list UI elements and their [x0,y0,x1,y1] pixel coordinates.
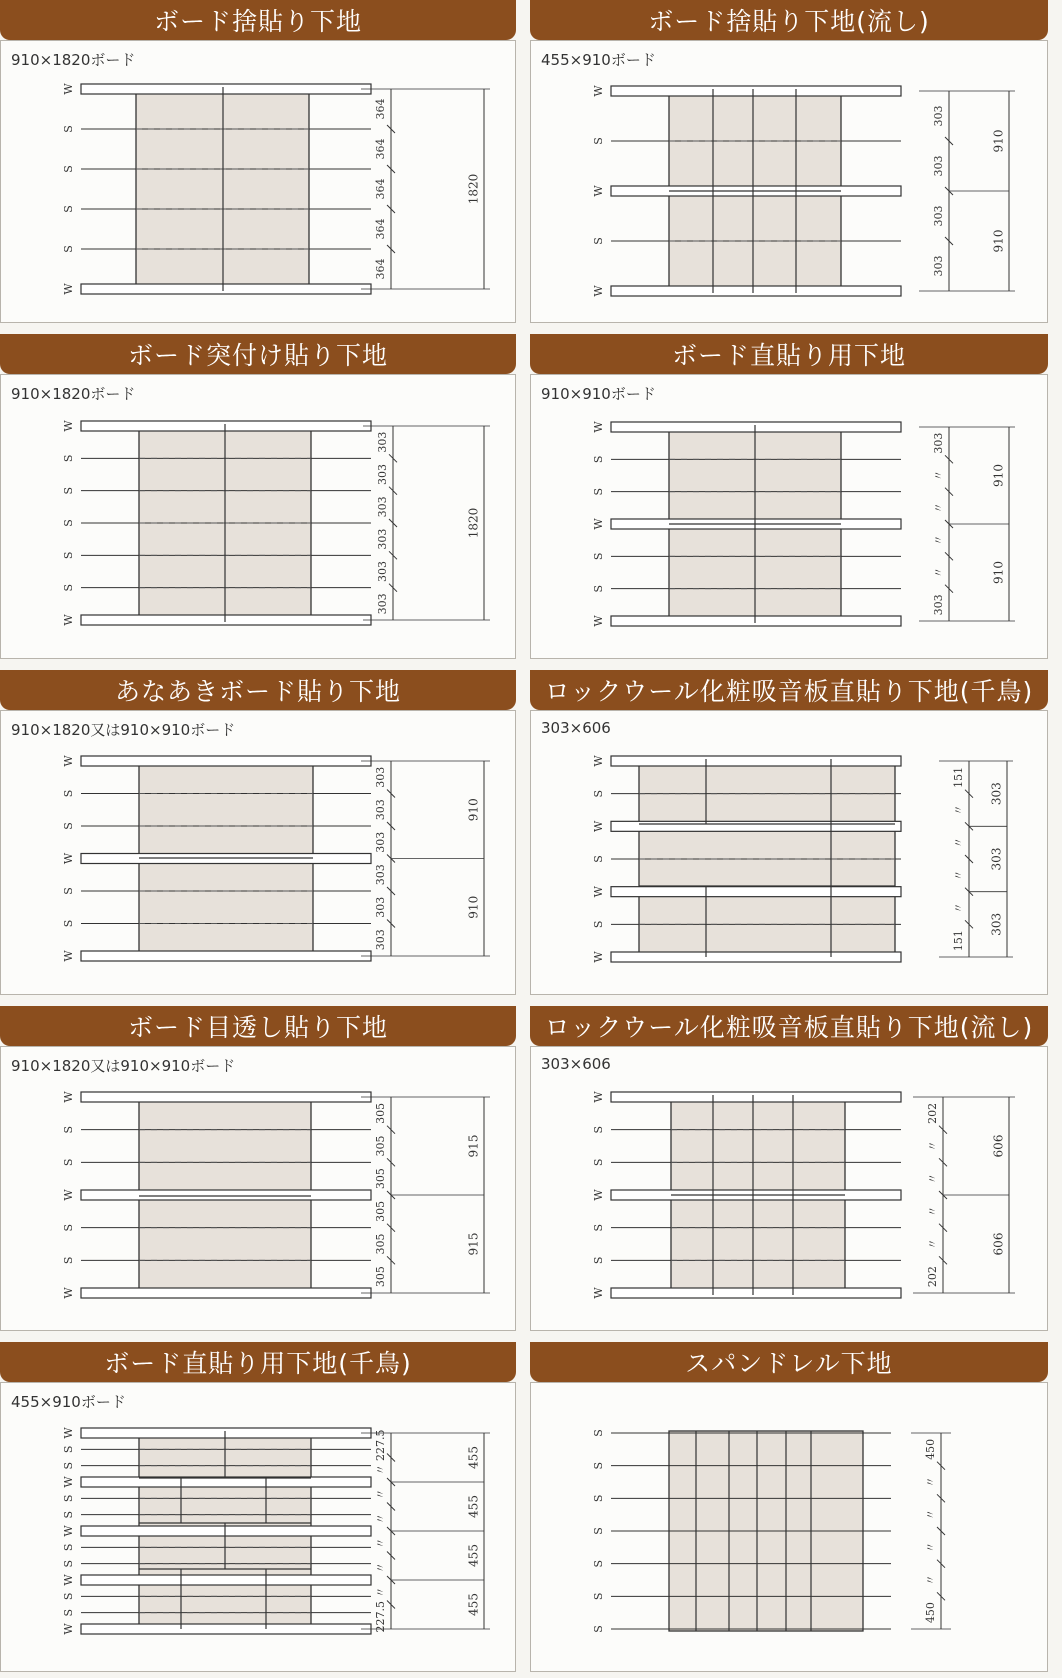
dimension-label: 303 [932,105,945,127]
panel-title: ボード目透し貼り下地 [0,1006,516,1046]
panel-body [530,40,1048,323]
stud-label-w: W [62,1427,75,1439]
total-dimension-label: 455 [466,1495,481,1518]
stud-label-s: S [592,1559,605,1568]
dimension-label: 364 [374,218,387,240]
total-dimension-label: 303 [989,782,1004,806]
panel-title: スパンドレル下地 [530,1342,1048,1382]
panel-title: ボード捨貼り下地 [0,0,516,40]
stud-label-s: S [62,1608,75,1617]
stud-label-s: S [592,1125,605,1134]
board-size: 910×1820ボード [11,385,136,403]
dimension-label: 303 [932,205,945,227]
stud-label-w: W [62,1574,75,1586]
stud-label-w: W [62,950,75,962]
wide-stud [611,952,901,962]
stud-label-s: S [62,486,75,495]
stud-label-s: S [62,1592,75,1601]
stud-label-w: W [592,185,605,197]
panel-title: あなあきボード貼り下地 [0,670,516,710]
dimension-label: 303 [376,561,389,582]
stud-label-w: W [592,951,605,963]
total-dimension-label: 910 [466,895,481,919]
total-dimension-label: 910 [991,129,1006,153]
framing-diagram [531,375,1049,660]
stud-label-w: W [62,283,75,295]
stud-label-s: S [62,1494,75,1503]
stud-label-s: S [62,1158,75,1167]
wide-stud [81,1526,371,1536]
panel-body [530,710,1048,995]
stud-label-w: W [592,886,605,898]
stud-label-w: W [592,615,605,627]
dimension-label: 303 [374,766,387,788]
stud-label-s: S [62,1543,75,1552]
wide-stud [81,421,371,431]
panel-6 [530,670,1048,995]
stud-label-w: W [592,1287,605,1299]
stud-label-w: W [62,83,75,95]
dimension-label: 〃 [952,837,965,849]
wide-stud [81,615,371,625]
wide-stud [81,756,371,766]
dimension-label: 364 [374,98,387,120]
framing-diagram [1,1383,517,1673]
stud-label-s: S [62,1510,75,1519]
dimension-label: 〃 [374,1586,387,1598]
dimension-label: 〃 [926,1173,939,1185]
stud-label-w: W [592,85,605,97]
dimension-label: 〃 [926,1238,939,1250]
stud-label-w: W [62,1525,75,1537]
dimension-label: 〃 [926,1205,939,1217]
dimension-label: 303 [932,594,945,616]
dimension-label: 〃 [926,1140,939,1152]
panel-title: ロックウール化粧吸音板直貼り下地(流し) [530,1006,1048,1046]
dimension-label: 450 [924,1602,937,1624]
stud-label-w: W [592,285,605,297]
stud-label-w: W [62,1091,75,1103]
stud-label-w: W [592,755,605,767]
board-size: 910×1820又は910×910ボード [11,721,236,739]
panel-title: ロックウール化粧吸音板直貼り下地(千鳥) [530,670,1048,710]
dimension-label: 〃 [374,1464,387,1476]
total-dimension-label: 455 [466,1544,481,1567]
dimension-label: 303 [374,896,387,918]
stud-label-s: S [592,789,605,798]
panel-title: ボード捨貼り下地(流し) [530,0,1048,40]
dimension-label: 303 [376,431,389,453]
dimension-label: 〃 [952,902,965,914]
stud-label-s: S [592,237,605,245]
wide-stud [81,1092,371,1102]
stud-label-s: S [592,1625,605,1633]
total-dimension-label: 455 [466,1593,481,1616]
dimension-label: 〃 [952,869,965,881]
total-dimension-label: 1820 [466,507,481,539]
stud-label-w: W [62,614,75,626]
dimension-label: 〃 [924,1574,937,1586]
stud-label-s: S [592,455,605,464]
panel-9 [0,1342,516,1672]
panel-3 [0,334,516,659]
stud-label-w: W [592,820,605,832]
stud-label-s: S [62,205,75,213]
dimension-label: 〃 [374,1488,387,1500]
dimension-label: 303 [374,831,387,853]
dimension-label: 364 [374,138,387,160]
dimension-label: 364 [374,258,387,280]
dimension-label: 305 [374,1233,387,1255]
dimension-label: 〃 [924,1509,937,1521]
total-dimension-label: 910 [991,464,1006,487]
dimension-label: 303 [376,464,389,485]
wide-stud [611,756,901,766]
framing-diagram [531,1383,1049,1673]
wide-stud [81,1190,371,1200]
stud-label-s: S [592,1461,605,1470]
dimension-label: 〃 [932,567,945,578]
stud-label-w: W [62,1476,75,1488]
board-size: 303×606 [541,719,611,737]
wide-stud [611,1092,901,1102]
total-dimension-label: 455 [466,1446,481,1469]
board-size: 910×1820又は910×910ボード [11,1057,236,1075]
stud-label-w: W [62,1287,75,1299]
wide-stud [611,821,901,831]
panel-7 [0,1006,516,1331]
total-dimension-label: 303 [989,912,1004,936]
dimension-label: 〃 [374,1513,387,1525]
stud-label-s: S [62,519,75,527]
total-dimension-label: 910 [466,798,481,822]
framing-diagram [531,711,1049,996]
panel-body [530,1046,1048,1331]
dimension-label: 303 [374,799,387,821]
dimension-label: 〃 [932,470,945,481]
panel-8 [530,1006,1048,1331]
dimension-label: 151 [952,930,965,952]
stud-label-s: S [62,1223,75,1232]
stud-label-s: S [62,125,75,133]
total-dimension-label: 910 [991,229,1006,253]
stud-label-s: S [62,1445,75,1454]
dimension-label: 450 [924,1438,937,1460]
stud-label-s: S [592,1527,605,1535]
dimension-label: 303 [932,432,945,454]
stud-label-w: W [62,420,75,432]
framing-diagram [531,41,1049,324]
dimension-label: 202 [926,1102,939,1124]
dimension-label: 305 [374,1135,387,1157]
panel-title: ボード突付け貼り下地 [0,334,516,374]
board-size: 910×1820ボード [11,51,136,69]
dimension-label: 303 [376,528,389,550]
panel-body [0,1046,516,1331]
wide-stud [611,616,901,626]
stud-label-s: S [592,487,605,496]
dimension-label: 〃 [932,502,945,514]
dimension-label: 303 [376,593,389,615]
dimension-label: 303 [932,155,945,177]
dimension-label: 364 [374,178,387,200]
panel-5 [0,670,516,995]
stud-label-s: S [62,1125,75,1134]
panel-body [0,374,516,659]
stud-label-s: S [62,1256,75,1265]
panel-body [530,374,1048,659]
stud-label-s: S [62,454,75,463]
board-size: 910×910ボード [541,385,656,403]
stud-label-s: S [592,1494,605,1503]
panel-body [0,1382,516,1672]
dimension-label: 〃 [932,534,945,546]
wide-stud [81,284,371,294]
stud-label-w: W [62,1623,75,1635]
wide-stud [81,951,371,961]
framing-diagram [1,375,517,660]
wide-stud [81,1428,371,1438]
stud-label-s: S [592,552,605,561]
dimension-label: 305 [374,1200,387,1222]
stud-label-s: S [62,822,75,830]
stud-label-s: S [592,1592,605,1601]
panel-4 [530,334,1048,659]
wide-stud [611,86,901,96]
panel-1 [0,0,516,323]
stud-label-s: S [62,887,75,895]
stud-label-s: S [62,789,75,798]
panel-body [0,710,516,995]
dimension-label: 227.5 [374,1429,387,1461]
wide-stud [611,422,901,432]
total-dimension-label: 1820 [466,173,481,205]
total-dimension-label: 915 [466,1232,481,1256]
framing-diagram [1,711,517,996]
panel-2 [530,0,1048,323]
stud-label-w: W [62,852,75,865]
stud-label-s: S [592,1256,605,1265]
dimension-label: 305 [374,1168,387,1190]
dimension-label: 303 [374,864,387,886]
panel-10 [530,1342,1048,1672]
dimension-label: 〃 [374,1537,387,1549]
stud-label-s: S [592,920,605,929]
stud-label-w: W [592,1091,605,1103]
panel-body [530,1382,1048,1672]
dimension-label: 227.5 [374,1601,387,1633]
dimension-label: 303 [374,929,387,951]
wide-stud [81,84,371,94]
wide-stud [81,1575,371,1585]
stud-label-s: S [62,245,75,253]
board-size: 303×606 [541,1055,611,1073]
stud-label-s: S [62,583,75,592]
dimension-label: 〃 [374,1562,387,1574]
dimension-label: 303 [932,255,945,277]
dimension-label: 〃 [924,1541,937,1553]
stud-label-w: W [592,1189,605,1201]
wide-stud [611,286,901,296]
total-dimension-label: 910 [991,561,1006,584]
stud-label-s: S [592,855,605,863]
stud-label-s: S [62,1461,75,1470]
framing-diagram [531,1047,1049,1332]
panel-title: ボード直貼り用下地(千鳥) [0,1342,516,1382]
panel-title: ボード直貼り用下地 [530,334,1048,374]
wide-stud [611,887,901,897]
framing-diagram [1,1047,517,1332]
dimension-label: 303 [376,496,389,518]
dimension-label: 151 [952,766,965,788]
stud-label-w: W [592,421,605,433]
stud-label-s: S [592,1223,605,1232]
stud-label-s: S [62,551,75,560]
dimension-label: 〃 [952,804,965,816]
dimension-label: 305 [374,1102,387,1124]
dimension-label: 305 [374,1266,387,1288]
wide-stud [81,1624,371,1634]
stud-label-s: S [592,1429,605,1437]
total-dimension-label: 303 [989,847,1004,871]
stud-label-s: S [592,1158,605,1167]
stud-label-s: S [62,165,75,173]
total-dimension-label: 915 [466,1134,481,1158]
total-dimension-label: 606 [991,1134,1006,1158]
stud-label-s: S [592,137,605,145]
framing-diagram [1,41,517,324]
board-size: 455×910ボード [11,1393,126,1411]
panel-body [0,40,516,323]
stud-label-w: W [62,1189,75,1201]
total-dimension-label: 606 [991,1232,1006,1256]
stud-label-w: W [62,755,75,767]
dimension-label: 〃 [924,1476,937,1488]
board-size: 455×910ボード [541,51,656,69]
stud-label-s: S [592,584,605,593]
dimension-label: 202 [926,1266,939,1288]
wide-stud [81,1288,371,1298]
wide-stud [611,1288,901,1298]
stud-label-s: S [62,919,75,928]
stud-label-s: S [62,1559,75,1568]
stud-label-w: W [592,518,605,530]
